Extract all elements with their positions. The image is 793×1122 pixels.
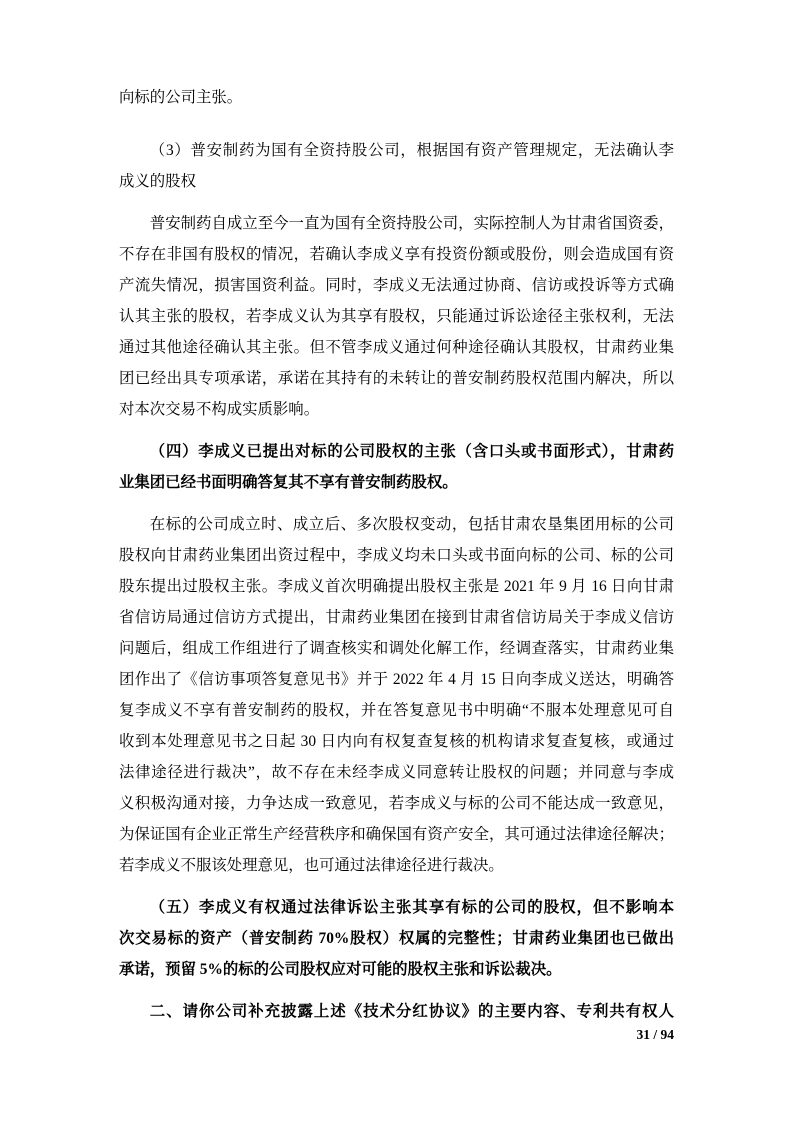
section-heading-2	[119, 996, 674, 1027]
text-line: 问题后，组成工作组进行了调查核实和调处化解工作，经调查落实，甘肃药业集	[119, 640, 674, 657]
subclause-heading-3	[119, 135, 674, 197]
text-line: 认其主张的股权，若李成义认为其享有股权，只能通过诉讼途径主张权利，无法	[119, 308, 674, 325]
text-line: 若李成义不服该处理意见，也可通过法律途径进行裁决。	[119, 857, 504, 874]
text-line: 次交易标的资产（普安制药 70%股权）权属的完整性；甘肃药业集团也已做出	[119, 930, 674, 947]
text-line: 股权向甘肃药业集团出资过程中，李成义均未口头或书面向标的公司、标的公司	[119, 547, 674, 564]
text-line: 在标的公司成立时、成立后、多次股权变动，包括甘肃农垦集团用标的公司	[149, 516, 674, 533]
text-line: 团已经出具专项承诺，承诺在其持有的未转让的普安制药股权范围内解决，所以	[119, 370, 674, 387]
text-line: 省信访局通过信访方式提出，甘肃药业集团在接到甘肃省信访局关于李成义信访	[119, 609, 674, 626]
body-paragraph	[119, 208, 674, 425]
text-line: 义积极沟通对接，力争达成一致意见，若李成义与标的公司不能达成一致意见，	[119, 795, 674, 812]
clause-heading-4	[119, 436, 674, 498]
text-line: 成义的股权	[119, 173, 196, 190]
text-line: （3）普安制药为国有全资持股公司，根据国有资产管理规定，无法确认李	[149, 142, 674, 159]
text-line: 二、请你公司补充披露上述《技术分红协议》的主要内容、专利共有权人	[149, 1003, 674, 1020]
text-line: 承诺，预留 5%的标的公司股权应对可能的股权主张和诉讼裁决。	[119, 961, 562, 978]
text-line: 复李成义不享有普安制药的股权，并在答复意见书中明确“不服本处理意见可自	[119, 702, 674, 719]
page-body-text	[119, 82, 674, 1027]
text-line: 不存在非国有股权的情况，若确认李成义享有投资份额或股份，则会造成国有资	[119, 246, 674, 263]
text-line: 向标的公司主张。	[119, 89, 243, 106]
text-line: 通过其他途径确认其主张。但不管李成义通过何种途径确认其股权，甘肃药业集	[119, 339, 674, 356]
text-line: 收到本处理意见书之日起 30 日内向有权复查复核的机构请求复查复核，或通过	[119, 733, 674, 750]
text-line: 为保证国有企业正常生产经营秩序和确保国有资产安全，其可通过法律途径解决；	[119, 826, 674, 843]
text-line: 股东提出过股权主张。李成义首次明确提出股权主张是 2021 年 9 月 16 日向甘肃	[119, 578, 674, 595]
text-line: 业集团已经书面明确答复其不享有普安制药股权。	[119, 474, 458, 491]
clause-heading-5	[119, 892, 674, 985]
text-line: （五）李成义有权通过法律诉讼主张其享有标的公司的股权，但不影响本	[149, 899, 674, 916]
body-paragraph	[119, 509, 674, 881]
text-line: 产流失情况，损害国资利益。同时，李成义无法通过协商、信访或投诉等方式确	[119, 277, 674, 294]
text-line: （四）李成义已提出对标的公司股权的主张（含口头或书面形式），甘肃药	[149, 443, 674, 460]
page-number: 31 / 94	[636, 1027, 674, 1042]
text-line: 对本次交易不构成实质影响。	[119, 401, 320, 418]
text-line: 法律途径进行裁决”，故不存在未经李成义同意转让股权的问题；并同意与李成	[119, 764, 674, 781]
text-line: 团作出了《信访事项答复意见书》并于 2022 年 4 月 15 日向李成义送达，明确答	[119, 671, 674, 688]
paragraph-continuation	[119, 82, 674, 113]
text-line: 普安制药自成立至今一直为国有全资持股公司，实际控制人为甘肃省国资委，	[149, 215, 674, 232]
